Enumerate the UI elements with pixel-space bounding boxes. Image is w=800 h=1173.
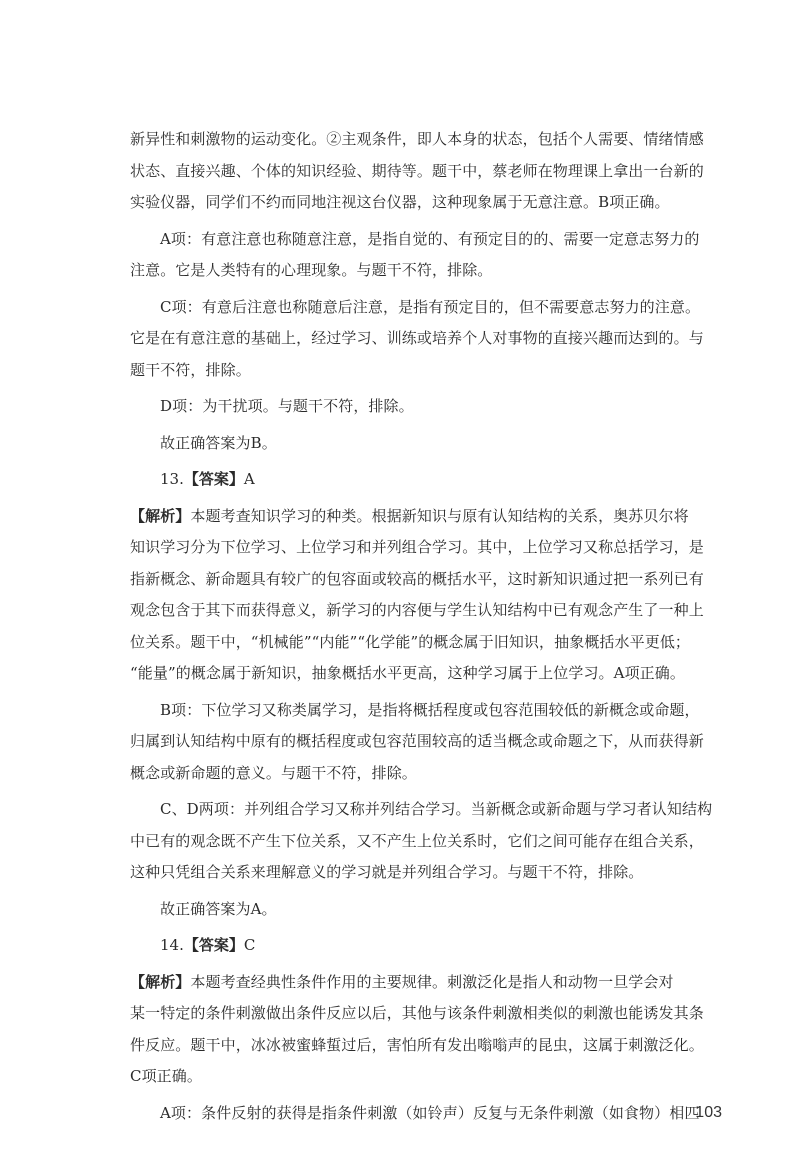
page-number: 103 [695, 1104, 722, 1121]
text-line: D项：为干扰项。与题干不符，排除。 [160, 397, 414, 415]
paragraph-answer [130, 428, 723, 460]
analysis-tag: 【解析】 [130, 506, 191, 525]
answer-tag: 【答案】 [183, 470, 244, 488]
text-line: 件反应。题干中，冰冰被蜜蜂蜇过后，害怕所有发出嗡嗡声的昆虫，这属于刺激泛化。 [130, 1035, 704, 1054]
paragraph-continuation [130, 124, 723, 219]
text-line: B项：下位学习又称类属学习，是指将概括程度或包容范围较低的新概念或命题， [160, 700, 700, 719]
text-line: 故正确答案为A。 [160, 899, 277, 918]
paragraph-option-c [130, 292, 723, 387]
question-14-analysis [130, 967, 723, 1093]
text-line: “能量”的概念属于新知识，抽象概括水平更高，这种学习属于上位学习。A项正确。 [130, 664, 685, 682]
question-13-option-cd [130, 794, 723, 889]
analysis-text: 本题考查经典性条件作用的主要规律。刺激泛化是指人和动物一旦学会对 [190, 972, 674, 991]
text-line: 题干不符，排除。 [130, 360, 251, 379]
text-line: 它是在有意注意的基础上，经过学习、训练或培养个人对事物的直接兴趣而达到的。与 [130, 329, 704, 347]
text-line: C项：有意后注意也称随意后注意，是指有预定目的，但不需要意志努力的注意。 [160, 297, 701, 316]
question-13-option-b [130, 695, 723, 790]
text-line: 观念包含于其下而获得意义，新学习的内容便与学生认知结构中已有观念产生了一种上 [130, 601, 704, 619]
text-line: 新异性和刺激物的运动变化。②主观条件，即人本身的状态，包括个人需要、情绪情感 [130, 130, 704, 148]
text-line: 实验仪器，同学们不约而同地注视这台仪器，这种现象属于无意注意。B项正确。 [130, 193, 670, 211]
text-line: 位关系。题干中，“机械能”“内能”“化学能”的概念属于旧知识，抽象概括水平更低； [130, 632, 691, 651]
text-line: 这种只凭组合关系来理解意义的学习就是并列组合学习。与题干不符，排除。 [130, 863, 644, 881]
paragraph-option-a [130, 224, 723, 287]
analysis-tag: 【解析】 [130, 972, 191, 991]
answer-letter: A [243, 470, 255, 488]
answer-letter: C [243, 936, 256, 954]
text-line [130, 501, 723, 533]
text-line: 归属到认知结构中原有的概括程度或包容范围较高的适当概念或命题之下，从而获得新 [130, 732, 704, 750]
text-line: 指新概念、新命题具有较广的包容面或较高的概括水平，这时新知识通过把一系列已有 [130, 569, 704, 588]
question-14-heading [130, 930, 723, 962]
text-line: A项：有意注意也称随意注意，是指自觉的、有预定目的的、需要一定意志努力的 [160, 229, 700, 248]
question-13-analysis [130, 501, 723, 690]
text-line: 状态、直接兴趣、个体的知识经验、期待等。题干中，蔡老师在物理课上拿出一台新的 [130, 161, 704, 180]
question-number: 14. [160, 936, 184, 954]
text-line: C、D两项：并列组合学习又称并列结合学习。当新概念或新命题与学习者认知结构 [160, 800, 713, 818]
text-line [130, 967, 723, 999]
answer-tag: 【答案】 [183, 936, 244, 954]
text-line: 注意。它是人类特有的心理现象。与题干不符，排除。 [130, 261, 493, 279]
page-content [130, 124, 723, 1129]
text-line: A项：条件反射的获得是指条件刺激（如铃声）反复与无条件刺激（如食物）相匹 [160, 1103, 700, 1122]
question-13-conclusion [130, 894, 723, 926]
text-line: 故正确答案为B。 [160, 433, 277, 452]
question-number: 13. [160, 470, 184, 488]
text-line: 某一特定的条件刺激做出条件反应以后，其他与该条件刺激相类似的刺激也能诱发其条 [130, 1004, 704, 1022]
question-14-option-a [130, 1098, 723, 1130]
text-line: 概念或新命题的意义。与题干不符，排除。 [130, 763, 417, 782]
text-line: 知识学习分为下位学习、上位学习和并列组合学习。其中，上位学习又称总括学习，是 [130, 538, 704, 556]
text-line: C项正确。 [130, 1067, 202, 1085]
analysis-text: 本题考查知识学习的种类。根据新知识与原有认知结构的关系，奥苏贝尔将 [190, 506, 689, 525]
paragraph-option-d [130, 391, 723, 423]
question-13-heading [130, 464, 723, 496]
text-line: 中已有的观念既不产生下位关系，又不产生上位关系时，它们之间可能存在组合关系， [130, 831, 704, 850]
